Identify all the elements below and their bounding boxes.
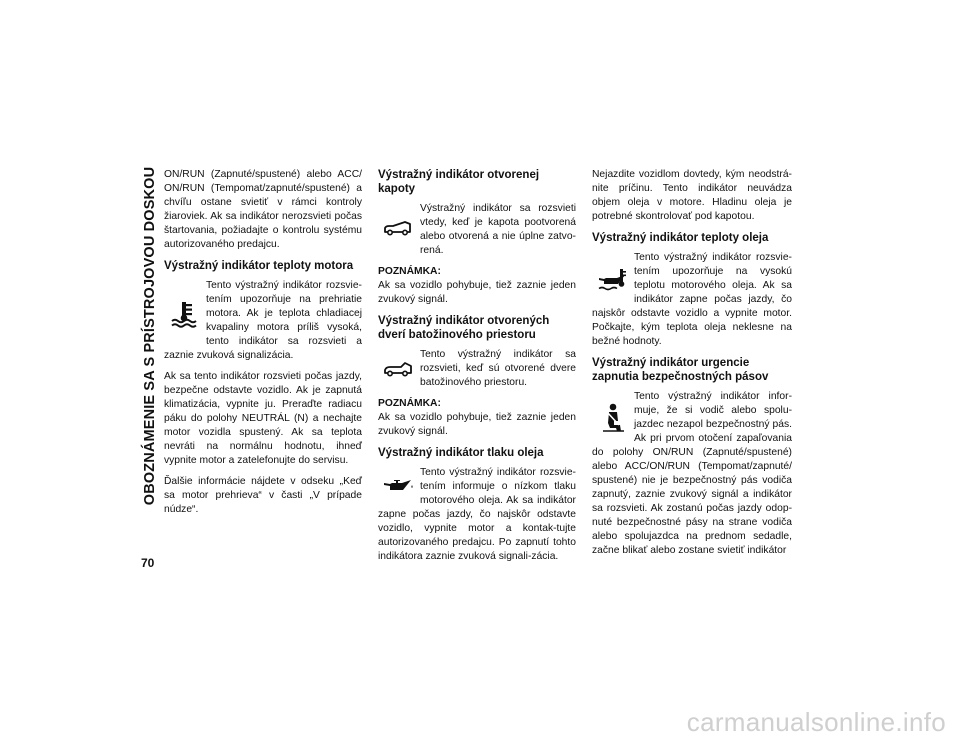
oil-pressure-paragraph: Tento výstražný indikátor rozsvie-tením informuje o nízkom tlaku motorového oleja. Ak sa indikátor zapne počas jazdy, čo najskôr odstavte vozidlo, vypnite motor a kontak-tujte autorizovaného predajcu. Po zapnutí tohto indikátora zaznie zvuková signali-zácia. <box>378 467 576 562</box>
hood-paragraph: Výstražný indikátor sa rozsvieti vtedy, keď je kapota pootvorená alebo otvorená a nie úplne zatvo-rená. <box>420 203 576 256</box>
seatbelt-heading: Výstražný indikátor urgencie zapnutia bezpečnostných pásov <box>592 357 769 383</box>
oil-temperature-section <box>592 251 792 349</box>
trunk-paragraph: Tento výstražný indikátor sa rozsvieti, keď sú otvorené dvere batožinového priestoru. <box>420 349 576 388</box>
oil-can-icon <box>378 466 418 506</box>
column-1 <box>164 168 362 524</box>
column-3 <box>592 168 792 565</box>
trunk-section <box>378 348 576 390</box>
seatbelt-section <box>592 390 792 558</box>
oil-pressure-section <box>378 466 576 564</box>
hood-note-label: POZNÁMKA: <box>378 266 441 277</box>
side-section-title-text: OBOZNÁMENIE SA S PRÍSTROJOVOU DOSKOU <box>142 166 158 506</box>
hood-section <box>378 202 576 258</box>
trunk-open-icon <box>378 348 418 392</box>
coolant-section <box>164 279 362 363</box>
coolant-paragraph-3: Ďalšie informácie nájdete v odseku „Keď sa motor prehrieva“ v časti „V prípade núdze“. <box>164 476 362 515</box>
intro-paragraph: ON/RUN (Zapnuté/spustené) alebo ACC/ ON/RUN (Tempomat/zapnuté/spustené) a chvíľu ostane svietiť v rámci kontroly žiaroviek. Ak sa indikátor nerozsvieti počas štartovania, požiadajte o kontrolu systému autorizovaného predajcu. <box>164 169 362 250</box>
coolant-paragraph: Tento výstražný indikátor rozsvie-tením upozorňuje na prehriatie motora. Ak je teplota chladiacej kvapaliny motora príliš vysoká, tento indikátor sa rozsvieti a zaznie zvuková signalizácia. <box>164 280 362 361</box>
oil-intro-paragraph: Nejazdite vozidlom dovtedy, kým neodstrá-nite príčinu. Tento indikátor neuvádza objem oleja v motore. Hladinu oleja je potrebné skontrolovať pod kapotou. <box>592 169 792 222</box>
seatbelt-paragraph: Tento výstražný indikátor infor-muje, že si vodič alebo spolu-jazdec nezapol bezpečnostný pás. Ak pri prvom otočení zapaľovania do polohy ON/RUN (Zapnuté/spustené) alebo ACC/ON/RUN (Tempomat/zapnuté/ spustené) nie je bezpečnostný pás vodiča zapnutý, zaznie zvukový signál a indikátor sa rozsvieti. Ak zostanú počas jazdy odop-nuté bezpečnostné pásy na strane vodiča alebo spolujazdca na prednom sedadle, začne blikať alebo zostane svietiť indikátor <box>592 391 792 556</box>
oil-pressure-heading: Výstražný indikátor tlaku oleja <box>378 447 544 459</box>
column-2 <box>378 168 576 571</box>
trunk-heading: Výstražný indikátor otvorených dverí batožinového priestoru <box>378 315 550 341</box>
hood-open-icon <box>378 202 418 256</box>
trunk-note-label: POZNÁMKA: <box>378 398 441 409</box>
coolant-paragraph-2: Ak sa tento indikátor rozsvieti počas jazdy, bezpečne odstavte vozidlo. Ak je zapnutá klimatizácia, vypnite ju. Preraďte radiacu páku do polohy NEUTRÁL (N) a nechajte motor vozidla spustený. Ak sa teplota nevráti na normálnu hodnotu, ihneď vypnite motor a zatelefonujte do servisu. <box>164 371 362 466</box>
watermark: carmanualsonline.info <box>686 707 946 737</box>
trunk-note: Ak sa vozidlo pohybuje, tiež zaznie jeden zvukový signál. <box>378 412 576 437</box>
hood-note: Ak sa vozidlo pohybuje, tiež zaznie jeden zvukový signál. <box>378 280 576 305</box>
coolant-temperature-icon <box>164 279 204 349</box>
side-section-title <box>138 160 162 512</box>
oil-temperature-icon <box>592 251 632 307</box>
coolant-heading: Výstražný indikátor teploty motora <box>164 260 354 272</box>
oil-temperature-paragraph: Tento výstražný indikátor rozsvie-tením upozorňuje na vysokú teplotu motorového oleja. Ak sa indikátor zapne počas jazdy, čo najskôr odstavte vozidlo a vypnite motor. Počkajte, kým teplota oleja neklesne na bežné hodnoty. <box>592 252 792 347</box>
hood-heading: Výstražný indikátor otvorenej kapoty <box>378 169 540 195</box>
oil-temperature-heading: Výstražný indikátor teploty oleja <box>592 232 769 244</box>
page-number: 70 <box>141 556 155 570</box>
seatbelt-icon <box>592 390 632 446</box>
